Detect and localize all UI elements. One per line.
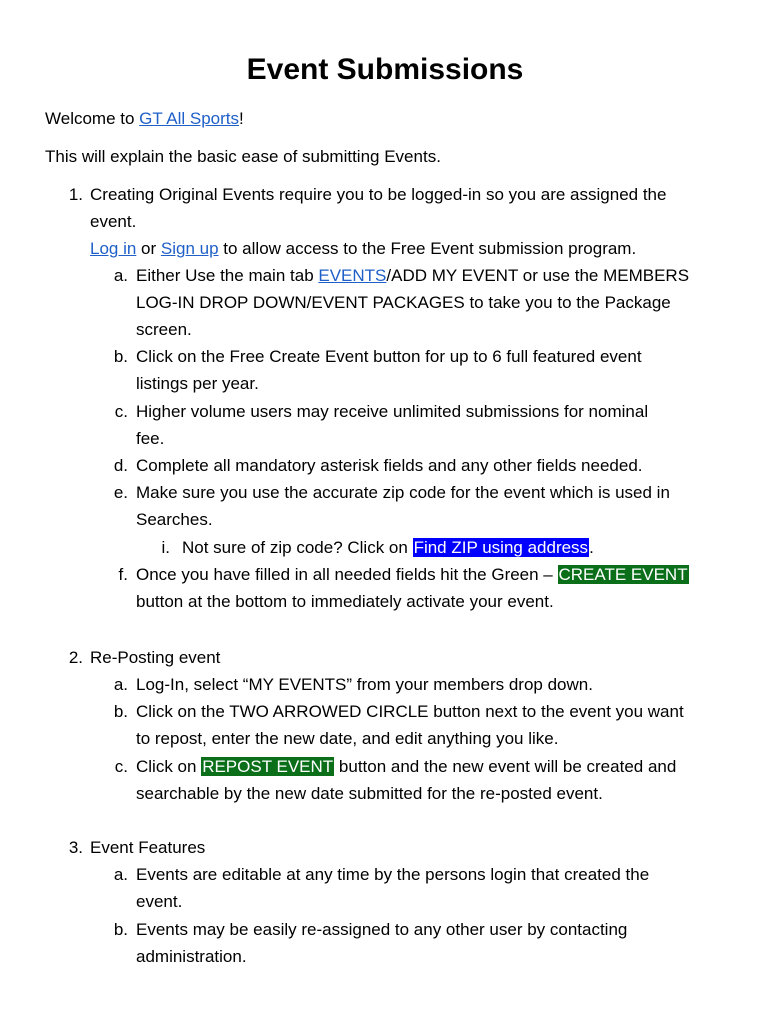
item-2a-line-1: Log-In, select “MY EVENTS” from your members drop down.	[136, 675, 593, 694]
item-2c-line-2: searchable by the new date submitted for the re-posted event.	[136, 784, 603, 803]
item-2c-marker: c.	[114, 757, 128, 776]
zip-suffix: .	[589, 538, 594, 557]
find-zip-link[interactable]: Find ZIP using address	[413, 538, 589, 557]
item-1d-marker: d.	[113, 456, 128, 475]
item-1b-line-2: listings per year.	[136, 374, 259, 393]
item-3a-line-1: Events are editable at any time by the persons login that created the	[136, 865, 650, 884]
item-2c-post: button and the new event will be created and	[334, 757, 677, 776]
item-1c-marker: c.	[114, 402, 128, 421]
section-1-line-1: Creating Original Events require you to be logged-in so you are assigned the	[90, 185, 667, 204]
item-3a-line-2: event.	[136, 892, 183, 911]
item-1a-marker: a.	[113, 266, 128, 285]
item-1c-line-1: Higher volume users may receive unlimited submissions for nominal	[136, 402, 649, 421]
item-1e-i-line	[182, 534, 594, 561]
item-3b-line-2: administration.	[136, 947, 247, 966]
welcome-line	[45, 105, 244, 132]
item-1d-line-1: Complete all mandatory asterisk fields and any other fields needed.	[136, 456, 643, 475]
item-2b-line-2: to repost, enter the new date, and edit anything you like.	[136, 729, 559, 748]
item-2c-line-1	[136, 753, 676, 780]
section-1-line-2: event.	[90, 212, 137, 231]
welcome-text: Welcome to	[45, 109, 140, 128]
login-suffix: to allow access to the Free Event submission program.	[218, 239, 637, 258]
item-3b-marker: b.	[113, 920, 128, 939]
item-1a-line-2: LOG-IN DROP DOWN/EVENT PACKAGES to take you to the Package	[136, 293, 671, 312]
item-2a-marker: a.	[113, 675, 128, 694]
item-1e-line-2: Searches.	[136, 510, 213, 529]
section-2-number: 2.	[68, 648, 83, 667]
zip-question-text: Not sure of zip code? Click on	[182, 538, 413, 557]
item-1a-line-3: screen.	[136, 320, 192, 339]
item-3a-marker: a.	[113, 865, 128, 884]
item-1b-marker: b.	[113, 347, 128, 366]
item-2b-marker: b.	[113, 702, 128, 721]
create-event-button[interactable]: CREATE EVENT	[558, 565, 688, 584]
repost-event-button[interactable]: REPOST EVENT	[202, 757, 334, 776]
item-1b-line-1: Click on the Free Create Event button for up to 6 full featured event	[136, 347, 642, 366]
section-2-heading: Re-Posting event	[90, 648, 221, 667]
item-1e-line-1: Make sure you use the accurate zip code for the event which is used in	[136, 483, 670, 502]
sign-up-link[interactable]: Sign up	[160, 239, 219, 258]
login-line	[90, 235, 636, 262]
item-3b-line-1: Events may be easily re-assigned to any other user by contacting	[136, 920, 628, 939]
item-1f-line-2: button at the bottom to immediately activate your event.	[136, 592, 554, 611]
item-1e-marker: e.	[113, 483, 128, 502]
section-3-heading: Event Features	[90, 838, 206, 857]
item-1a-post: /ADD MY EVENT or use the MEMBERS	[386, 266, 690, 285]
log-in-link[interactable]: Log in	[90, 239, 137, 258]
item-1f-marker: f.	[118, 565, 128, 584]
item-2c-pre: Click on	[136, 757, 202, 776]
or-text: or	[136, 239, 161, 258]
welcome-suffix: !	[239, 109, 244, 128]
page-title: Event Submissions	[246, 53, 524, 86]
item-1f-pre: Once you have filled in all needed fields hit the Green –	[136, 565, 558, 584]
section-3-number: 3.	[68, 838, 83, 857]
item-1f-line-1	[136, 561, 689, 588]
item-1e-i-marker: i.	[161, 538, 170, 557]
intro-text: This will explain the basic ease of submitting Events.	[45, 147, 441, 166]
section-1-number: 1.	[68, 185, 83, 204]
gt-all-sports-link[interactable]: GT All Sports	[139, 109, 240, 128]
item-1a-line-1	[136, 262, 689, 289]
item-2b-line-1: Click on the TWO ARROWED CIRCLE button next to the event you want	[136, 702, 684, 721]
item-1a-pre: Either Use the main tab	[136, 266, 319, 285]
events-link[interactable]: EVENTS	[318, 266, 387, 285]
item-1c-line-2: fee.	[136, 429, 165, 448]
